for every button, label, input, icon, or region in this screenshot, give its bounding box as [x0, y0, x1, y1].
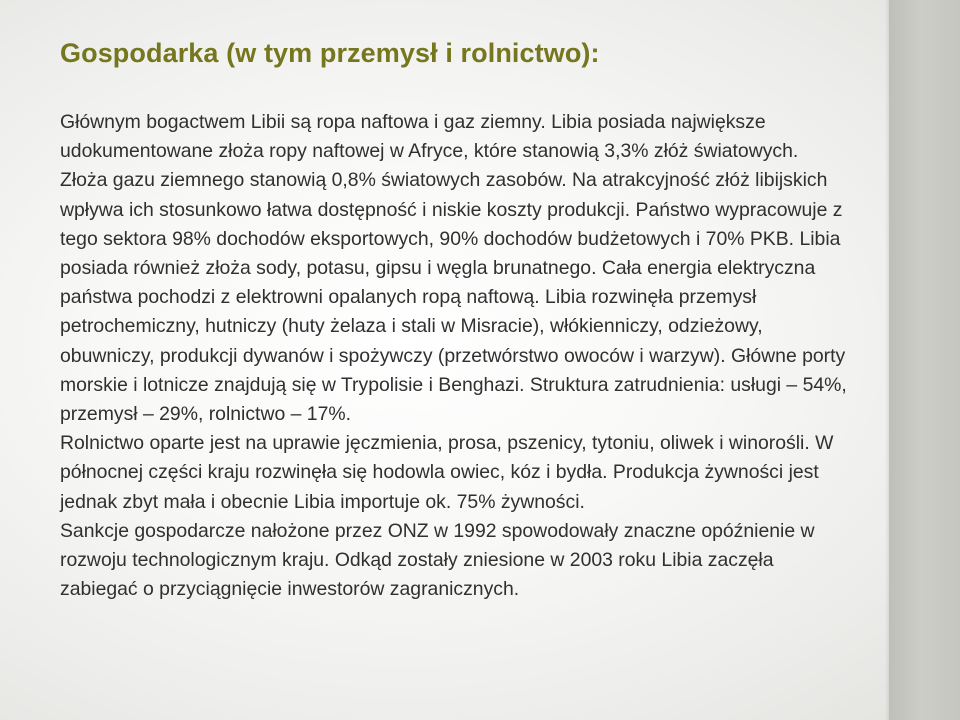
slide-body [60, 108, 850, 604]
slide-title: Gospodarka (w tym przemysł i rolnictwo): [60, 38, 600, 68]
paragraph-sanctions: Sankcje gospodarcze nałożone przez ONZ w 1992 spowodowały znaczne opóźnienie w rozwoju technologicznym kraju. Odkąd zostały zniesione w 2003 roku Libia zaczęła zabiegać o przyciągnięcie inwestorów zagranicznych. [60, 519, 815, 601]
side-band [889, 0, 960, 720]
paragraph-agriculture: Rolnictwo oparte jest na uprawie jęczmienia, prosa, pszenicy, tytoniu, oliwek i winorośli. W północnej części kraju rozwinęła się hodowla owiec, kóz i bydła. Produkcja żywności jest jednak zbyt mała i obecnie Libia importuje ok. 75% żywności. [60, 432, 834, 513]
paragraph-economy: Głównym bogactwem Libii są ropa naftowa i gaz ziemny. Libia posiada największe udokumentowane złoża ropy naftowej w Afryce, które stanowią 3,3% złóż światowych. Złoża gazu ziemnego stanowią 0,8% światowych zasobów. Na atrakcyjność złóż libijskich wpływa ich stosunkowo łatwa dostępność i niskie koszty produkcji. Państwo wypracowuje z tego sektora 98% dochodów eksportowych, 90% dochodów budżetowych i 70% PKB. Libia posiada również złoża sody, potasu, gipsu i węgla brunatnego. Cała energia elektryczna państwa pochodzi z elektrowni opalanych ropą naftową. Libia rozwinęła przemysł petrochemiczny, hutniczy (huty żelaza i stali w Misracie), włókienniczy, odzieżowy, obuwniczy, produkcji dywanów i spożywczy (przetwórstwo owoców i warzyw). Główne porty morskie i lotnicze znajdują się w Trypolisie i Benghazi. Struktura zatrudnienia: usługi – 54%, przemysł – 29%, rolnictwo – 17%. [60, 111, 847, 426]
